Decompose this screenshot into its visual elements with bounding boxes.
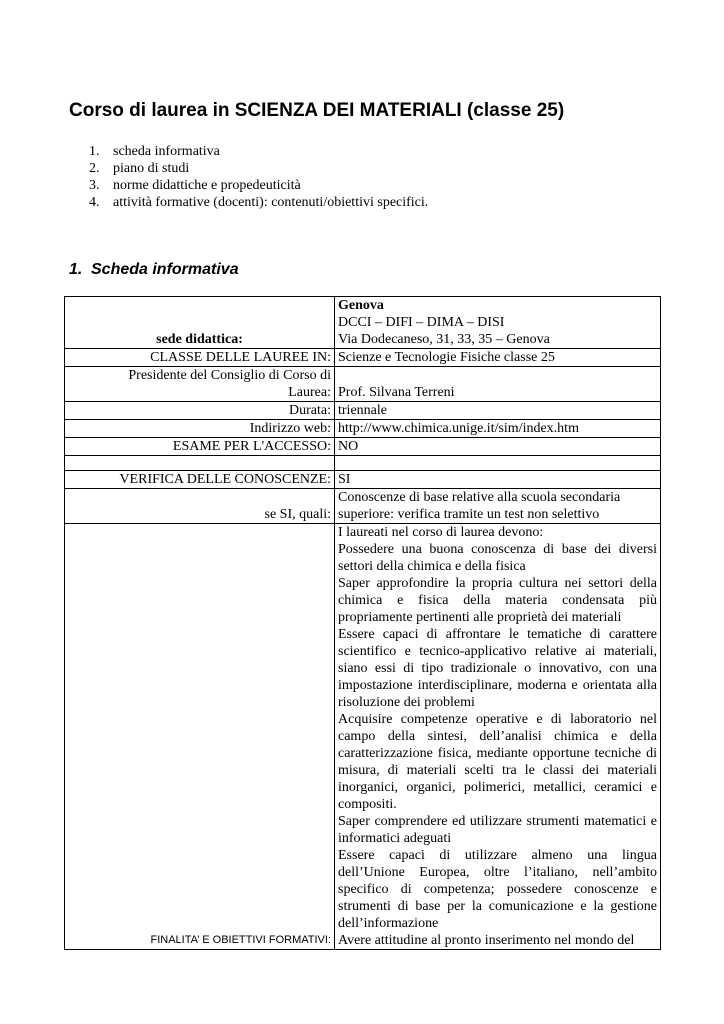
section-title: 1. Scheda informativa: [69, 261, 239, 278]
presidente-value: Prof. Silvana Terreni: [335, 367, 661, 402]
table-row: [65, 297, 661, 349]
finalita-item: I laureati nel corso di laurea devono:: [338, 525, 544, 540]
info-table: [64, 296, 661, 950]
finalita-label: FINALITA’ E OBIETTIVI FORMATIVI:: [65, 524, 335, 950]
table-row: [65, 402, 661, 420]
finalita-item: Possedere una buona conoscenza di base dei diversi settori della chimica e della fisica: [338, 542, 657, 574]
esame-value: NO: [335, 438, 661, 456]
table-of-contents: [89, 143, 428, 211]
table-row: [65, 420, 661, 438]
classe-label: CLASSE DELLE LAUREE IN:: [65, 349, 335, 367]
toc-item: 1. scheda informativa: [89, 144, 220, 159]
finalita-item: Saper comprendere ed utilizzare strumenti matematici e informatici adeguati: [338, 814, 657, 846]
verifica-label: VERIFICA DELLE CONOSCENZE:: [65, 471, 335, 489]
table-row: [65, 524, 661, 950]
toc-item: 4. attività formative (docenti): contenuti/obiettivi specifici.: [89, 195, 429, 210]
esame-label: ESAME PER L'ACCESSO:: [65, 438, 335, 456]
web-link[interactable]: http://www.chimica.unige.it/sim/index.htm: [335, 420, 661, 438]
quali-label: se SI, quali:: [65, 489, 335, 524]
page-title: Corso di laurea in SCIENZA DEI MATERIALI (classe 25): [69, 100, 565, 121]
empty-cell: [335, 456, 661, 471]
table-row: [65, 471, 661, 489]
finalita-item: Saper approfondire la propria cultura nei settori della chimica e fisica della materia condensata più propriamente pertinenti alle proprietà dei materiali: [338, 576, 657, 625]
empty-cell: [65, 456, 335, 471]
classe-value: Scienze e Tecnologie Fisiche classe 25: [335, 349, 661, 367]
verifica-value: SI: [335, 471, 661, 489]
toc-item: 2. piano di studi: [89, 161, 190, 176]
sede-label: sede didattica:: [65, 297, 335, 349]
finalita-item: Essere capaci di utilizzare almeno una lingua dell’Unione Europea, oltre l’italiano, nell’ambito specifico di competenza; possedere conoscenze e strumenti di base per la comunicazione e la gestione dell’informazione: [338, 848, 657, 931]
durata-value: triennale: [335, 402, 661, 420]
finalita-item: Essere capaci di affrontare le tematiche di carattere scientifico e tecnico-applicativo relative ai materiali, siano essi di tipo tradizionale o innovativo, con una impostazione interdisciplinare, moderna e orientata alla risoluzione dei problemi: [338, 627, 657, 710]
web-label: Indirizzo web:: [65, 420, 335, 438]
empty-row: [65, 456, 661, 471]
presidente-label: Presidente del Consiglio di Corso di Laurea:: [65, 367, 335, 402]
table-row: [65, 438, 661, 456]
finalita-value: [335, 524, 661, 950]
quali-value: Conoscenze di base relative alla scuola secondaria superiore: verifica tramite un test non selettivo: [335, 489, 661, 524]
table-row: [65, 367, 661, 402]
finalita-item: Acquisire competenze operative e di laboratorio nel campo della sintesi, dell’analisi chimica e della caratterizzazione fisica, mediante opportune tecniche di misura, di materiali scelti tra le classi dei materiali inorganici, organici, polimerici, metallici, ceramici e compositi.: [338, 712, 657, 812]
table-row: [65, 349, 661, 367]
finalita-item: Avere attitudine al pronto inserimento nel mondo del: [338, 933, 635, 948]
durata-label: Durata:: [65, 402, 335, 420]
toc-item: 3. norme didattiche e propedeuticità: [89, 178, 301, 193]
sede-value: Genova DCCI – DIFI – DIMA – DISI Via Dodecaneso, 31, 33, 35 – Genova: [335, 297, 661, 349]
table-row: [65, 489, 661, 524]
